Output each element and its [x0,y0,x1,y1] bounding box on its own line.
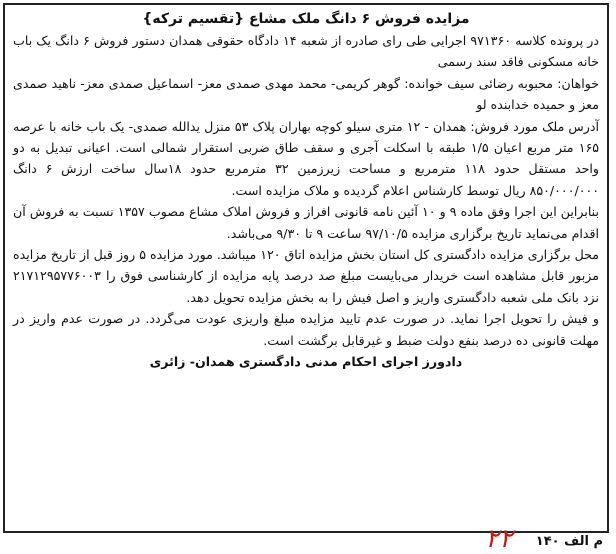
notice-venue-and-deposit: محل برگزاری مزایده دادگستری کل استان بخش مزایده اتاق ۱۲۰ میباشد. مورد مزایده ۵ روز قبل از تاریخ مزایده مزبور قابل مشاهده است خریدار می‌بایست مبلغ صد درصد پایه مزایده از کارشناسی فوق را ۲۱۷۱۲۹۵۷۷۶۰۰۳ نزد بانک ملی شعبه دادگستری واریز و اصل فیش را به بخش مزایده تحویل دهد. [13,247,599,305]
auction-notice [3,3,609,533]
handwritten-mark: ۲۲ [485,524,513,554]
notice-legal-basis: بنابراین این اجرا وفق ماده ۹ و ۱۰ آئین نامه قانونی افراز و فروش املاک مشاع مصوب ۱۳۵۷ نسبت به فروش آن اقدام می‌نماید تاریخ برگزاری مزایده ۹۷/۱۰/۵ ساعت ۹ تا ۹/۳۰ می‌باشد. [13,204,599,241]
notice-code: م الف ۱۴۰ [535,534,603,549]
notice-parties: خواهان: محبوبه رضائی سیف خوانده: گوهر کریمی- محمد مهدی صمدی معز- اسماعیل صمدی معز- ناهید صمدی معز و حمیده خدابنده لو [13,75,599,113]
notice-footer [3,524,609,554]
notice-title: مزایده فروش ۶ دانگ ملک مشاع {تقسیم ترکه} [142,11,470,27]
notice-signature: دادورز اجرای احکام مدنی دادگستری همدان- زائری [149,354,463,370]
notice-payment-terms: و فیش را تحویل اجرا نماید. در صورت عدم تایید مزایده مبلغ واریزی عودت می‌گردد. در صورت عدم واریز در مهلت قانونی ده درصد بنفع دولت ضبط و غیرقابل برگشت است. [13,311,599,348]
notice-intro: در پرونده کلاسه ۹۷۱۳۶۰ اجرایی طی رای صادره از شعبه ۱۴ دادگاه حقوقی همدان دستور فروش ۶ دانگ یک باب خانه مسکونی فاقد سند رسمی [13,33,599,70]
notice-property-description: آدرس ملک مورد فروش: همدان - ۱۲ متری سیلو کوچه بهاران پلاک ۵۳ منزل یدالله صمدی- یک باب خانه با عرصه ۱۶۵ متر مربع اعیان ۱/۵ طبقه با اسکلت آجری و سقف طاق ضربی استقرار شمالی است. اعیانی تبدیل به دو واحد مستقل حدود ۱۱۸ مترمربع و مساحت زیرزمین ۳۲ مترمربع حدود ۱۸سال ساخت ارزش ۶ دانگ ۸۵۰/۰۰۰/۰۰۰ ریال توسط کارشناس اعلام گردیده و ملاک مزایده است. [13,118,599,198]
